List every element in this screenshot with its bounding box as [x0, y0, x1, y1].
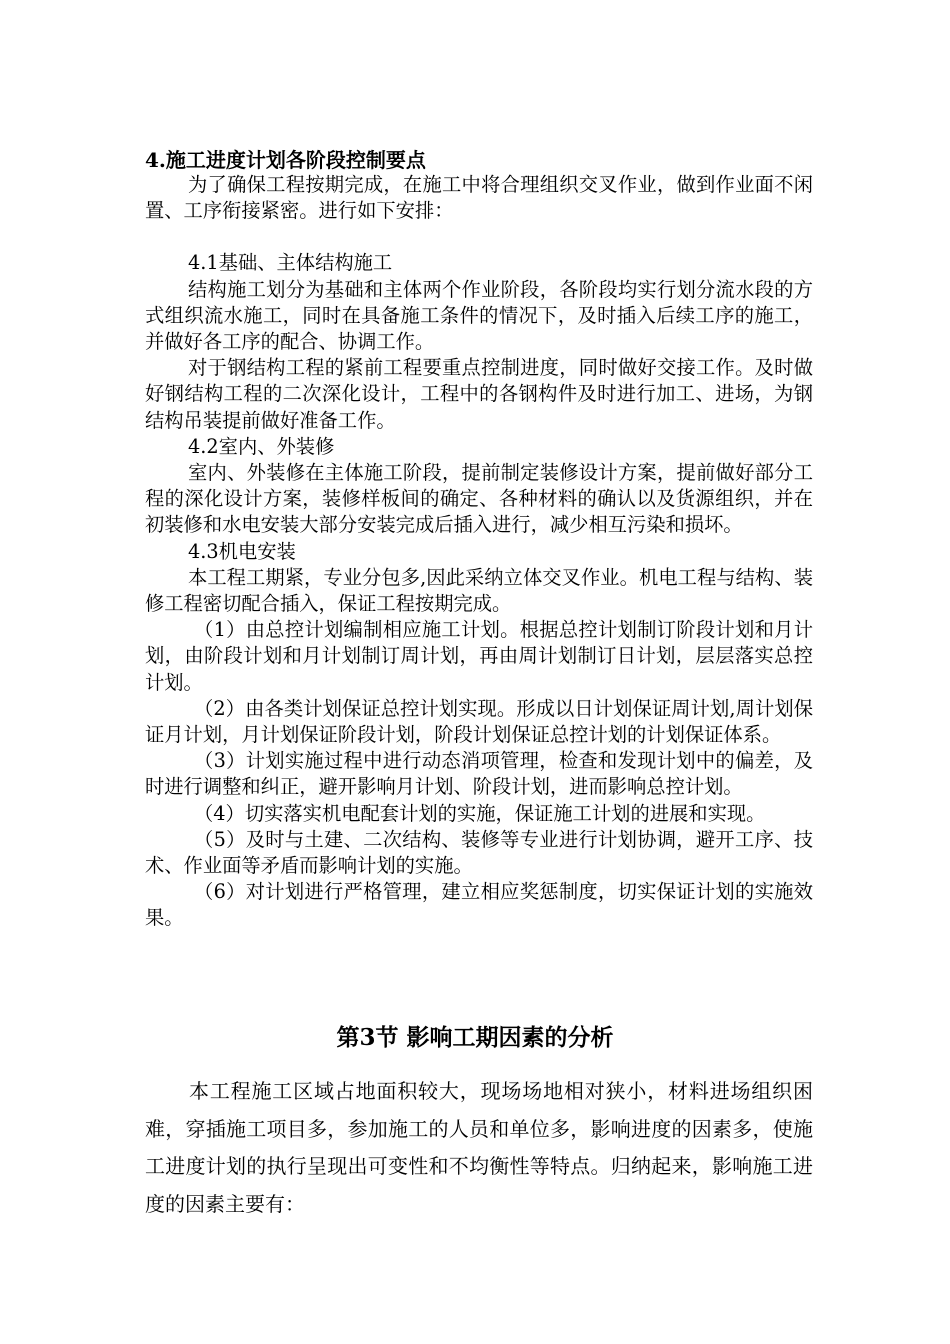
list-item: （6）对计划进行严格管理，建立相应奖惩制度，切实保证计划的实施效果。 [145, 880, 813, 930]
subsection-title-3: 4.3机电安装 [188, 539, 296, 563]
list-item: （4）切实落实机电配套计划的实施，保证施工计划的进展和实现。 [194, 801, 766, 825]
intro-paragraph: 为了确保工程按期完成，在施工中将合理组织交叉作业，做到作业面不闲置、工序衔接紧密。进行如下安排： [145, 173, 813, 223]
paragraph: 结构施工划分为基础和主体两个作业阶段，各阶段均实行划分流水段的方式组织流水施工，同时在具备施工条件的情况下，及时插入后续工序的施工，并做好各工序的配合、协调工作。 [145, 277, 813, 354]
section-title: 第3节 影响工期因素的分析 [336, 1024, 614, 1051]
list-item: （1）由总控计划编制相应施工计划。根据总控计划制订阶段计划和月计划，由阶段计划和月计划制订周计划，再由周计划制订日计划，层层落实总控计划。 [145, 618, 813, 694]
paragraph: 本工程工期紧，专业分包多,因此采纳立体交叉作业。机电工程与结构、装修工程密切配合插入，保证工程按期完成。 [145, 565, 813, 616]
list-item: （2）由各类计划保证总控计划实现。形成以日计划保证周计划,周计划保证月计划，月计划保证阶段计划，阶段计划保证总控计划的计划保证体系。 [145, 696, 813, 747]
section-body [145, 1073, 813, 1223]
body-text [145, 172, 813, 932]
list-item: （5）及时与土建、二次结构、装修等专业进行计划协调，避开工序、技术、作业面等矛盾而影响计划的实施。 [145, 827, 813, 878]
paragraph: 对于钢结构工程的紧前工程要重点控制进度，同时做好交接工作。及时做好钢结构工程的二次深化设计，工程中的各钢构件及时进行加工、进场，为钢结构吊装提前做好准备工作。 [145, 356, 813, 432]
paragraph: 本工程施工区域占地面积较大，现场场地相对狭小，材料进场组织困难，穿插施工项目多，参加施工的人员和单位多，影响进度的因素多，使施工进度计划的执行呈现出可变性和不均衡性等特点。归纳起来，影响施工进度的因素主要有： [145, 1079, 813, 1216]
paragraph: 室内、外装修在主体施工阶段，提前制定装修设计方案，提前做好部分工程的深化设计方案，装修样板间的确定、各种材料的确认以及货源组织，并在初装修和水电安装大部分安装完成后插入进行，减少相互污染和损坏。 [145, 461, 813, 537]
subsection-title-2: 4.2室内、外装修 [188, 434, 335, 458]
section-heading: 4.施工进度计划各阶段控制要点 [145, 148, 426, 172]
blank-line [145, 224, 813, 250]
list-item: （3）计划实施过程中进行动态消项管理，检查和发现计划中的偏差，及时进行调整和纠正，避开影响月计划、阶段计划，进而影响总控计划。 [145, 749, 813, 799]
subsection-title-1: 4.1基础、主体结构施工 [188, 251, 393, 275]
